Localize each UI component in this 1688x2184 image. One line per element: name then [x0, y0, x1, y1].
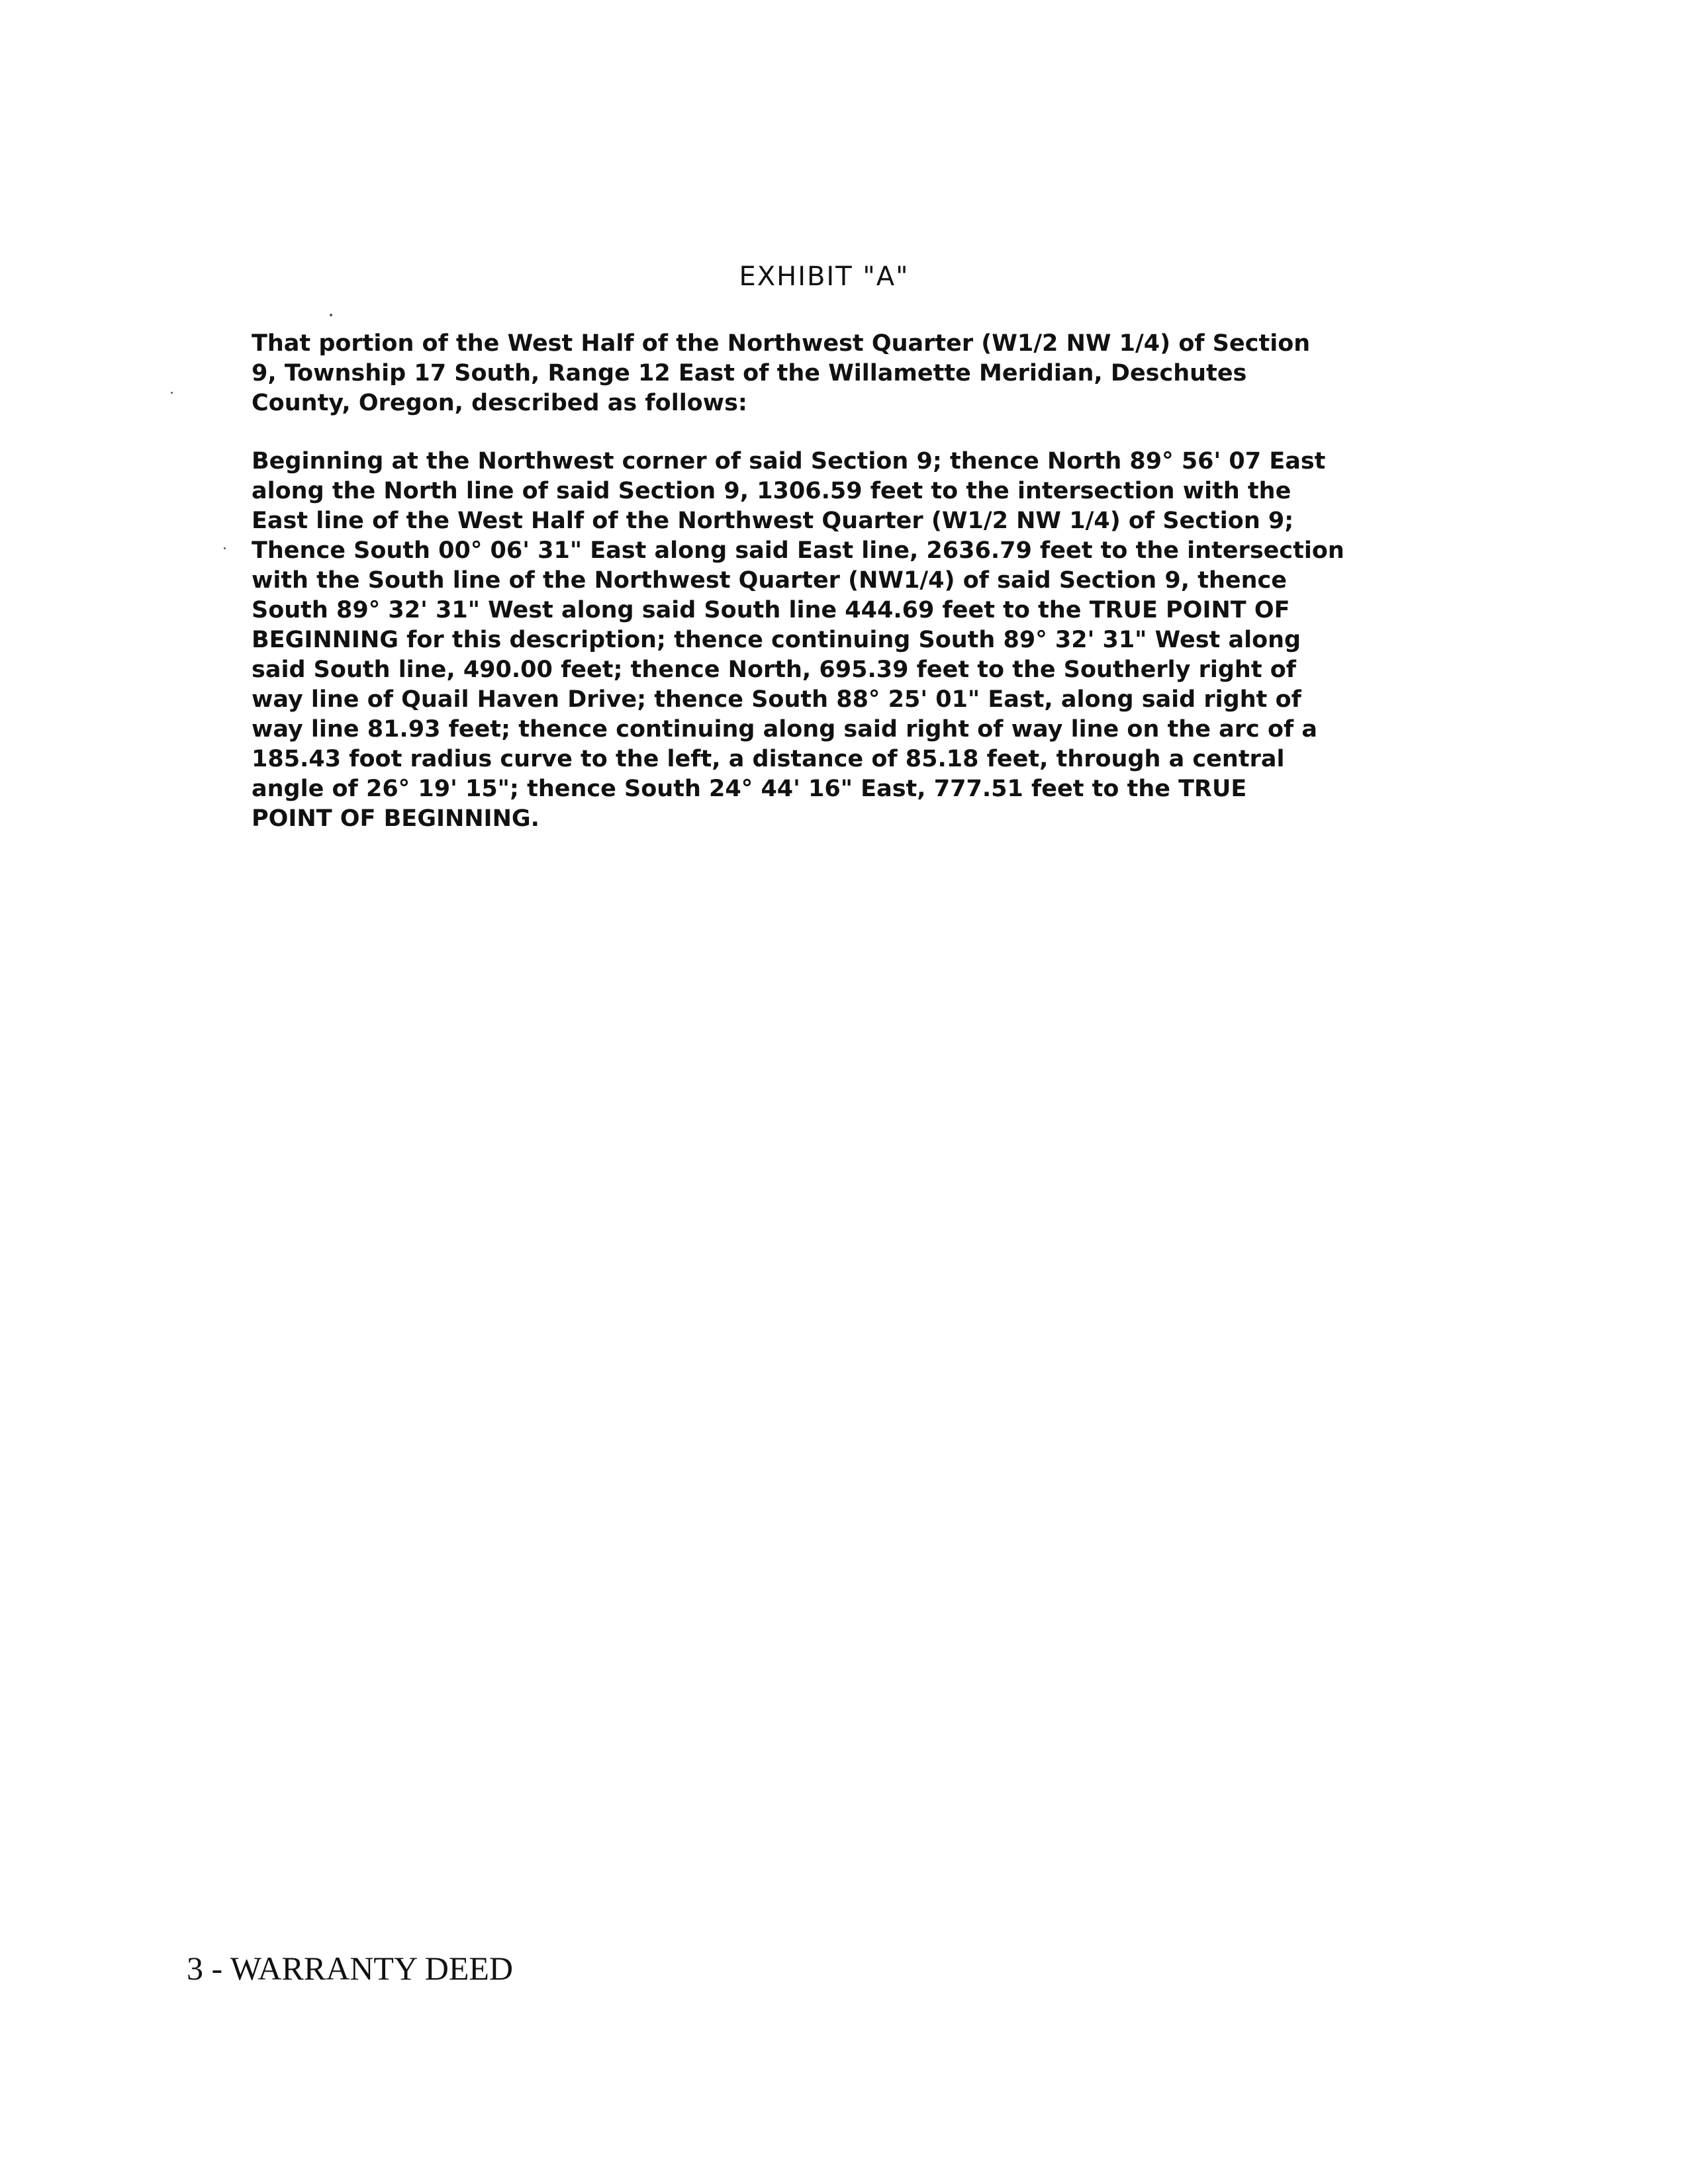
intro-line: 9, Township 17 South, Range 12 East of the Willamette Meridian, Deschutes	[252, 360, 1247, 387]
scan-speck	[171, 392, 173, 394]
description-line: BEGINNING for this description; thence continuing South 89° 32' 31" West along	[252, 627, 1301, 653]
legal-description-paragraph	[252, 447, 1397, 834]
scan-speck	[224, 547, 226, 549]
page-footer: 3 - WARRANTY DEED	[187, 1950, 514, 1987]
intro-line: County, Oregon, described as follows:	[252, 390, 747, 416]
description-line: with the South line of the Northwest Quarter (NW1/4) of said Section 9, thence	[252, 567, 1288, 594]
description-line: along the North line of said Section 9, 1306.59 feet to the intersection with the	[252, 478, 1291, 504]
description-line: POINT OF BEGINNING.	[252, 805, 539, 832]
description-line: 185.43 foot radius curve to the left, a distance of 85.18 feet, through a central	[252, 746, 1285, 772]
description-line: way line 81.93 feet; thence continuing along said right of way line on the arc of a	[252, 716, 1318, 743]
exhibit-title: EXHIBIT "A"	[739, 261, 910, 292]
intro-paragraph	[252, 329, 1397, 418]
intro-line: That portion of the West Half of the Northwest Quarter (W1/2 NW 1/4) of Section	[252, 330, 1311, 357]
description-line: way line of Quail Haven Drive; thence South 88° 25' 01" East, along said right of	[252, 686, 1301, 713]
description-line: South 89° 32' 31" West along said South line 444.69 feet to the TRUE POINT OF	[252, 597, 1290, 623]
description-line: angle of 26° 19' 15"; thence South 24° 44' 16" East, 777.51 feet to the TRUE	[252, 776, 1247, 802]
scan-speck	[330, 314, 332, 316]
description-line: East line of the West Half of the Northwest Quarter (W1/2 NW 1/4) of Section 9;	[252, 508, 1294, 534]
description-line: Beginning at the Northwest corner of said Section 9; thence North 89° 56' 07 East	[252, 448, 1326, 475]
description-line: said South line, 490.00 feet; thence North, 695.39 feet to the Southerly right of	[252, 657, 1297, 683]
description-line: Thence South 00° 06' 31" East along said East line, 2636.79 feet to the intersection	[252, 537, 1344, 564]
